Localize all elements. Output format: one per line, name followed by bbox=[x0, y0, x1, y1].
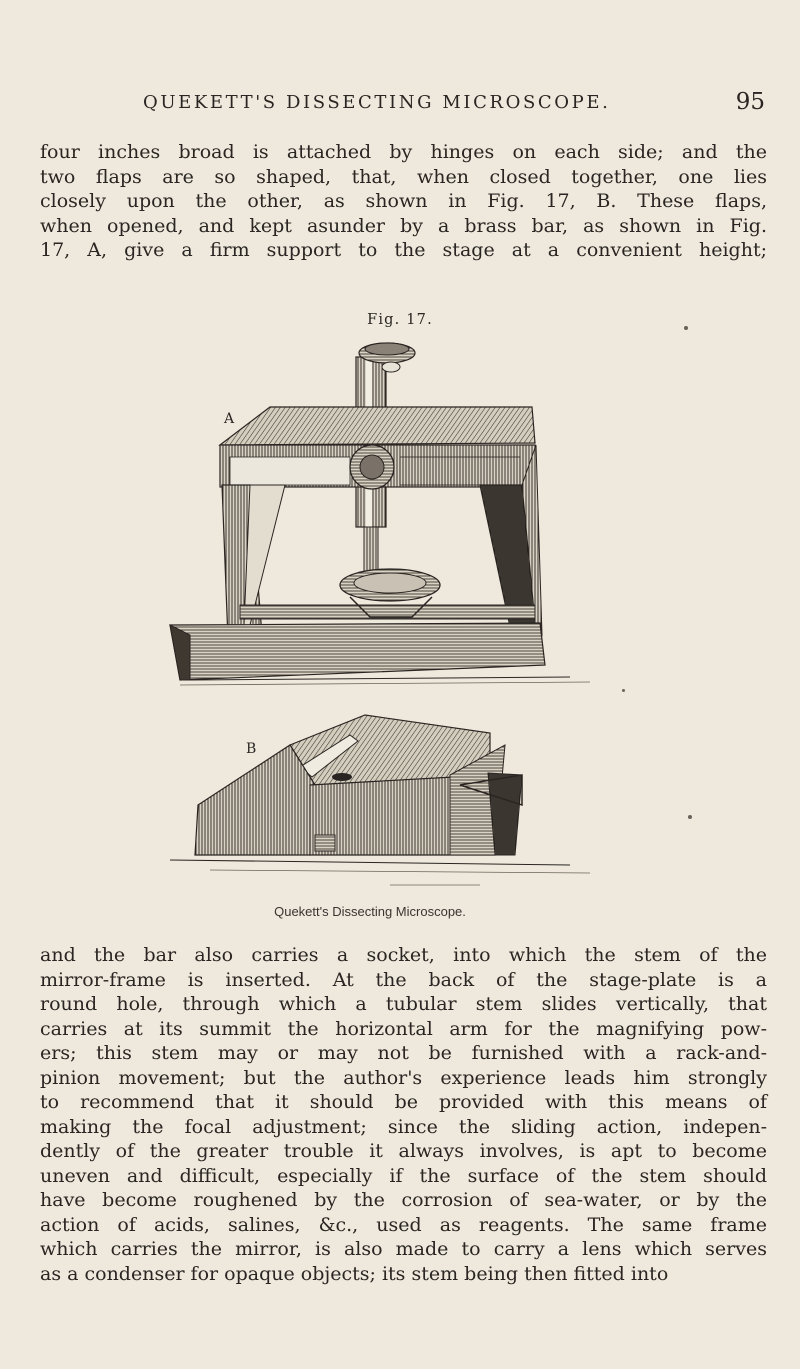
stage-table bbox=[220, 407, 535, 489]
text-line: round hole, through which a tubular stem slides vertically, that bbox=[40, 993, 767, 1015]
text-line: and the bar also carries a socket, into which the stem of the bbox=[40, 944, 767, 966]
figure-caption: Quekett's Dissecting Microscope. bbox=[274, 904, 466, 919]
text-line: which carries the mirror, is also made to carry a lens which serves bbox=[40, 1238, 767, 1260]
microscope-illustration bbox=[150, 335, 600, 905]
text-line: as a condenser for opaque objects; its stem being then fitted into bbox=[40, 1262, 669, 1285]
text-line: have become roughened by the corrosion of sea-water, or by the bbox=[40, 1189, 767, 1211]
paper-speck bbox=[684, 326, 688, 330]
text-line: action of acids, salines, &c., used as reagents. The same frame bbox=[40, 1213, 767, 1236]
text-line: two flaps are so shaped, that, when closed together, one lies bbox=[40, 165, 767, 188]
closed-case bbox=[170, 715, 590, 885]
text-line: to recommend that it should be provided with this means of bbox=[40, 1091, 767, 1113]
mirror bbox=[340, 527, 440, 617]
text-line: making the focal adjustment; since the sliding action, indepen- bbox=[40, 1115, 767, 1138]
running-title: QUEKETT'S DISSECTING MICROSCOPE. bbox=[143, 92, 611, 113]
text-line: 17, A, give a firm support to the stage at a convenient height; bbox=[40, 239, 767, 261]
paper-speck bbox=[688, 815, 692, 819]
text-line: mirror-frame is inserted. At the back of the stage-plate is a bbox=[40, 968, 767, 991]
figure-label: Fig. 17. bbox=[367, 312, 433, 328]
paragraph-top bbox=[40, 140, 767, 263]
text-line: dently of the greater trouble it always involves, is apt to become bbox=[40, 1140, 767, 1162]
stand-base bbox=[170, 623, 590, 685]
page-number: 95 bbox=[735, 89, 765, 115]
label-b: B bbox=[246, 741, 257, 757]
paragraph-bottom bbox=[40, 943, 767, 1286]
paper-speck bbox=[622, 689, 625, 692]
text-line: pinion movement; but the author's experience leads him strongly bbox=[40, 1066, 767, 1089]
text-line: four inches broad is attached by hinges on each side; and the bbox=[40, 141, 767, 163]
text-line: uneven and difficult, especially if the surface of the stem should bbox=[40, 1164, 767, 1187]
text-line: closely upon the other, as shown in Fig. 17, B. These flaps, bbox=[40, 190, 767, 212]
text-line: carries at its summit the horizontal arm for the magnifying pow- bbox=[40, 1017, 767, 1040]
label-a: A bbox=[224, 411, 235, 427]
text-line: ers; this stem may or may not be furnished with a rack-and- bbox=[40, 1042, 767, 1064]
text-line: when opened, and kept asunder by a brass bar, as shown in Fig. bbox=[40, 214, 767, 237]
